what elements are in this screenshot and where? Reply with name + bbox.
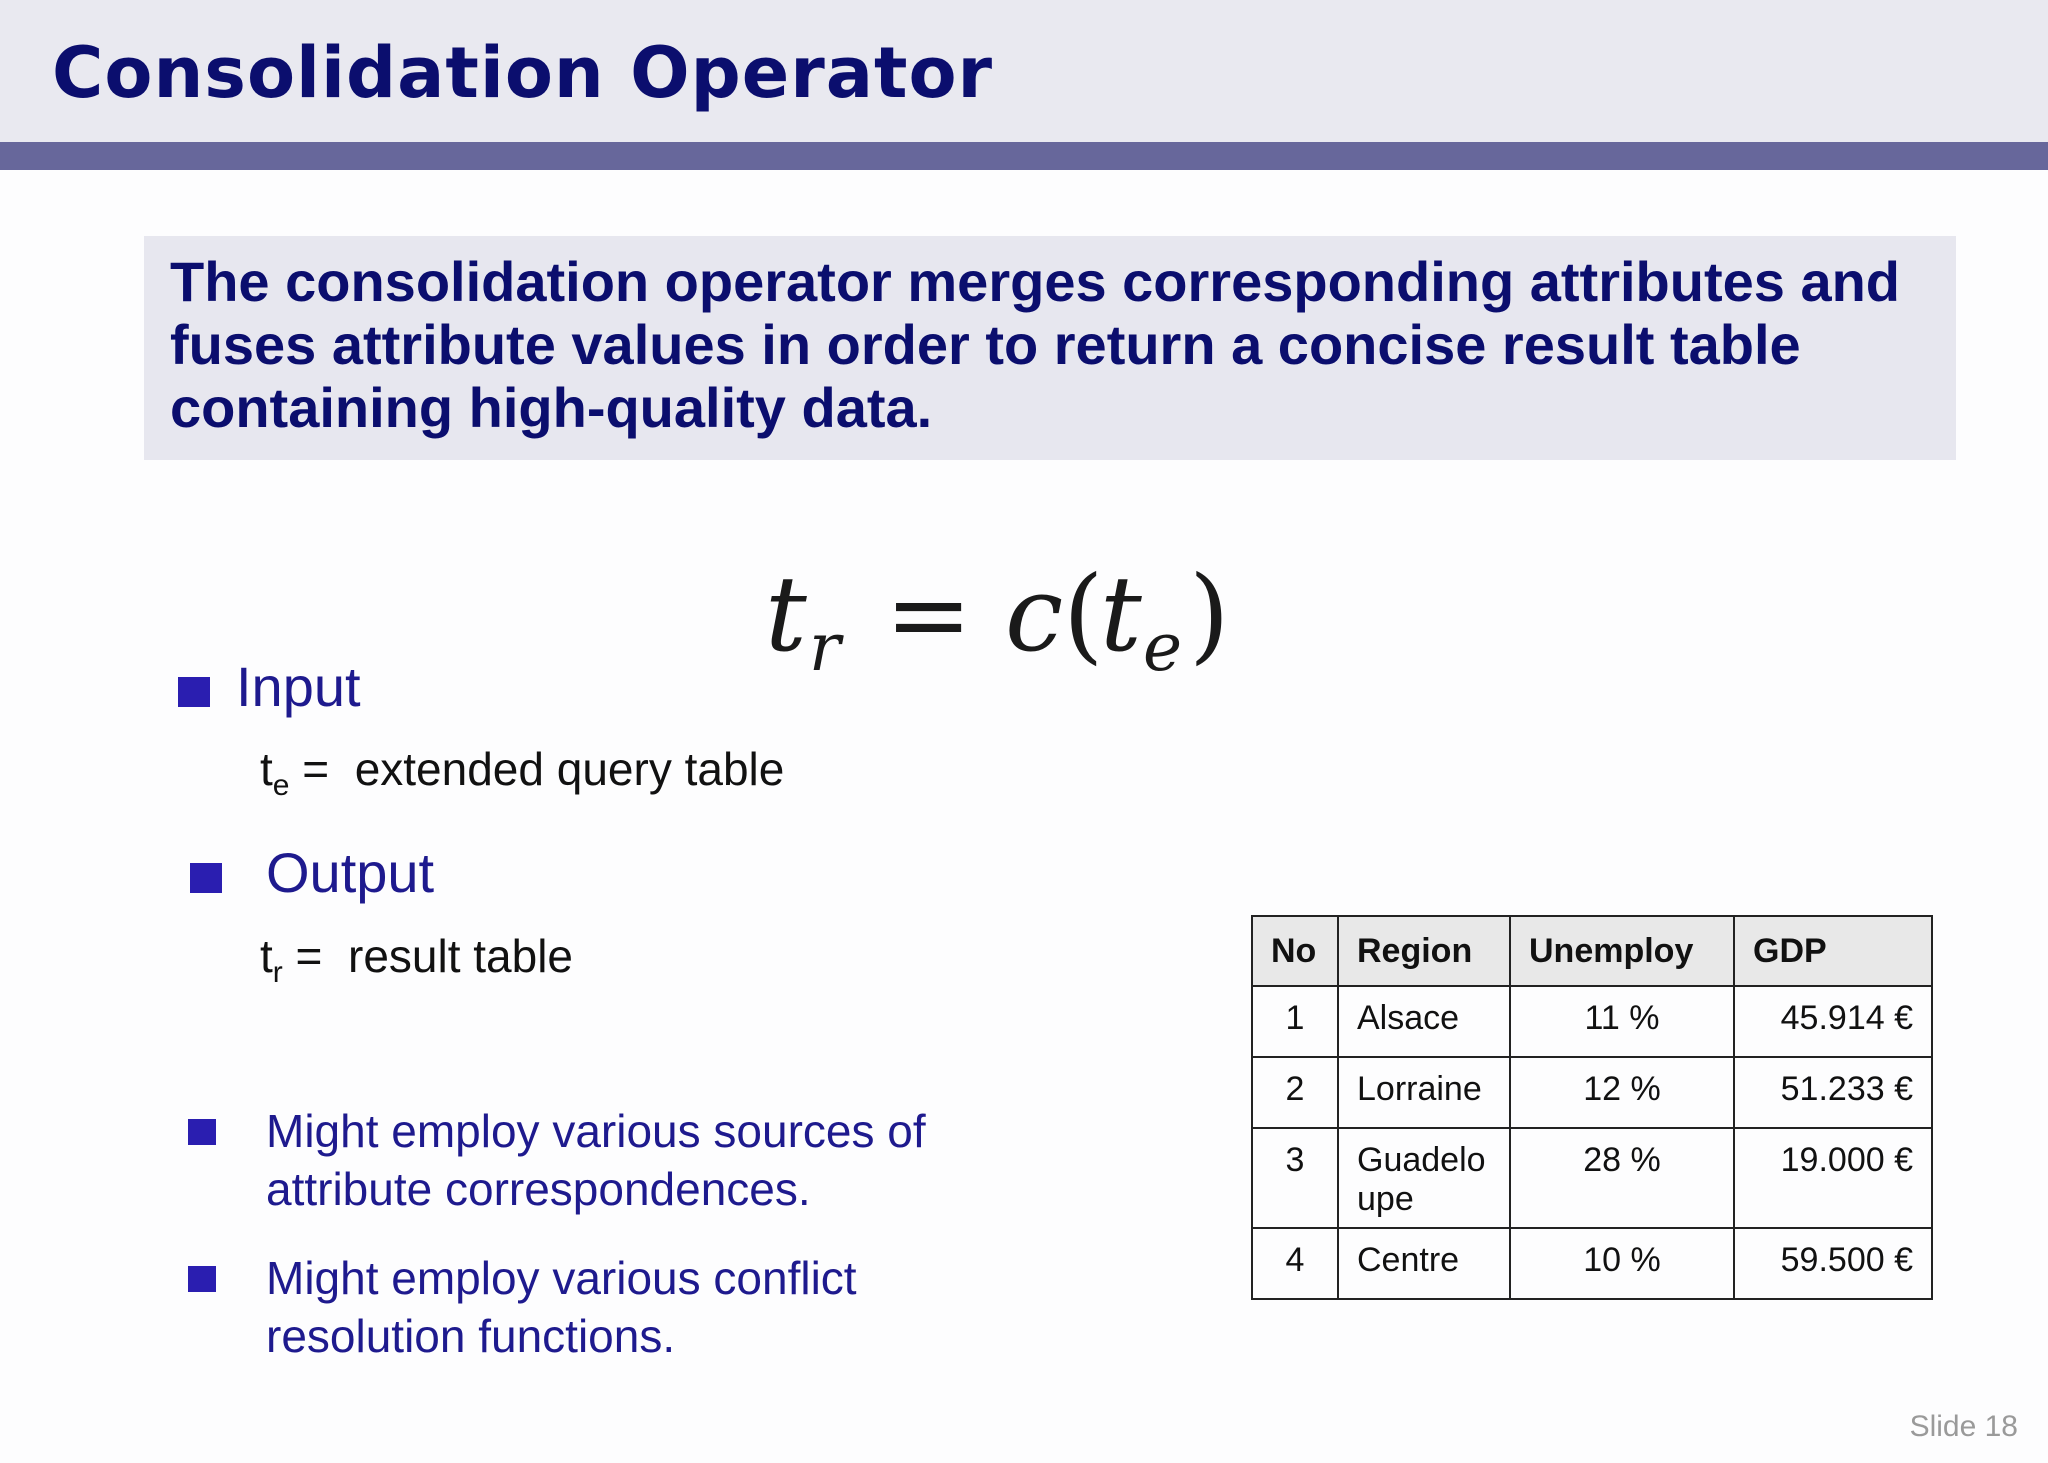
note-bullet-icon [188, 1266, 216, 1292]
cell-region: Alsace [1338, 986, 1510, 1057]
cell-gdp: 59.500 € [1734, 1228, 1932, 1299]
slide-header [0, 0, 2048, 142]
cell-no: 1 [1252, 986, 1338, 1057]
input-equals: = [289, 743, 355, 795]
cell-gdp: 51.233 € [1734, 1057, 1932, 1128]
cell-region: Centre [1338, 1228, 1510, 1299]
cell-no: 4 [1252, 1228, 1338, 1299]
formula-arg: t [1100, 553, 1142, 675]
table-row [1252, 1228, 1932, 1299]
table-row [1252, 1057, 1932, 1128]
formula [765, 540, 1245, 690]
column-header-region: Region [1338, 916, 1510, 986]
input-bullet-icon [178, 677, 210, 707]
input-description: extended query table [354, 743, 785, 795]
formula-lhs-subscript: r [809, 609, 841, 686]
cell-gdp: 45.914 € [1734, 986, 1932, 1057]
formula-lhs: t [765, 553, 807, 675]
title-accent-bar [0, 142, 2048, 170]
column-header-unemploy: Unemploy [1510, 916, 1734, 986]
cell-region: Guadelo upe [1338, 1128, 1510, 1228]
formula-close-paren: ) [1189, 553, 1230, 675]
result-table [1251, 915, 1933, 1300]
input-label: Input [236, 655, 361, 718]
formula-open-paren: ( [1063, 553, 1104, 675]
formula-arg-subscript: e [1143, 609, 1183, 686]
output-label: Output [266, 841, 435, 904]
cell-no: 3 [1252, 1128, 1338, 1228]
cell-unemploy: 12 % [1510, 1057, 1734, 1128]
slide-title: Consolidation Operator [52, 32, 994, 114]
slide-number: Slide 18 [1909, 1410, 2018, 1443]
definition-text: The consolidation operator merges corresponding attributes and fuses attribute values in order to return a concise result table containing high-quality data. [170, 250, 1901, 439]
table-row [1252, 1128, 1932, 1228]
output-symbol: t [260, 930, 273, 982]
formula-function: c [1005, 553, 1064, 675]
cell-region: Lorraine [1338, 1057, 1510, 1128]
column-header-gdp: GDP [1734, 916, 1932, 986]
output-description: result table [348, 930, 574, 982]
table-row [1252, 986, 1932, 1057]
cell-unemploy: 11 % [1510, 986, 1734, 1057]
note-bullet-icon [188, 1119, 216, 1145]
input-description-line [260, 742, 784, 803]
note-item: Might employ various sources of attribute correspondences. [266, 1105, 926, 1215]
cell-unemploy: 28 % [1510, 1128, 1734, 1228]
cell-no: 2 [1252, 1057, 1338, 1128]
output-bullet-icon [190, 863, 222, 893]
column-header-no: No [1252, 916, 1338, 986]
table-header-row [1252, 916, 1932, 986]
note-item: Might employ various conflict resolution functions. [266, 1252, 857, 1362]
output-equals: = [282, 930, 348, 982]
cell-gdp: 19.000 € [1734, 1128, 1932, 1228]
input-symbol: t [260, 743, 273, 795]
input-symbol-subscript: e [272, 769, 290, 802]
output-symbol-subscript: r [272, 956, 283, 989]
definition-box [144, 236, 1956, 460]
cell-unemploy: 10 % [1510, 1228, 1734, 1299]
output-description-line [260, 929, 573, 990]
formula-equals: = [885, 553, 973, 675]
